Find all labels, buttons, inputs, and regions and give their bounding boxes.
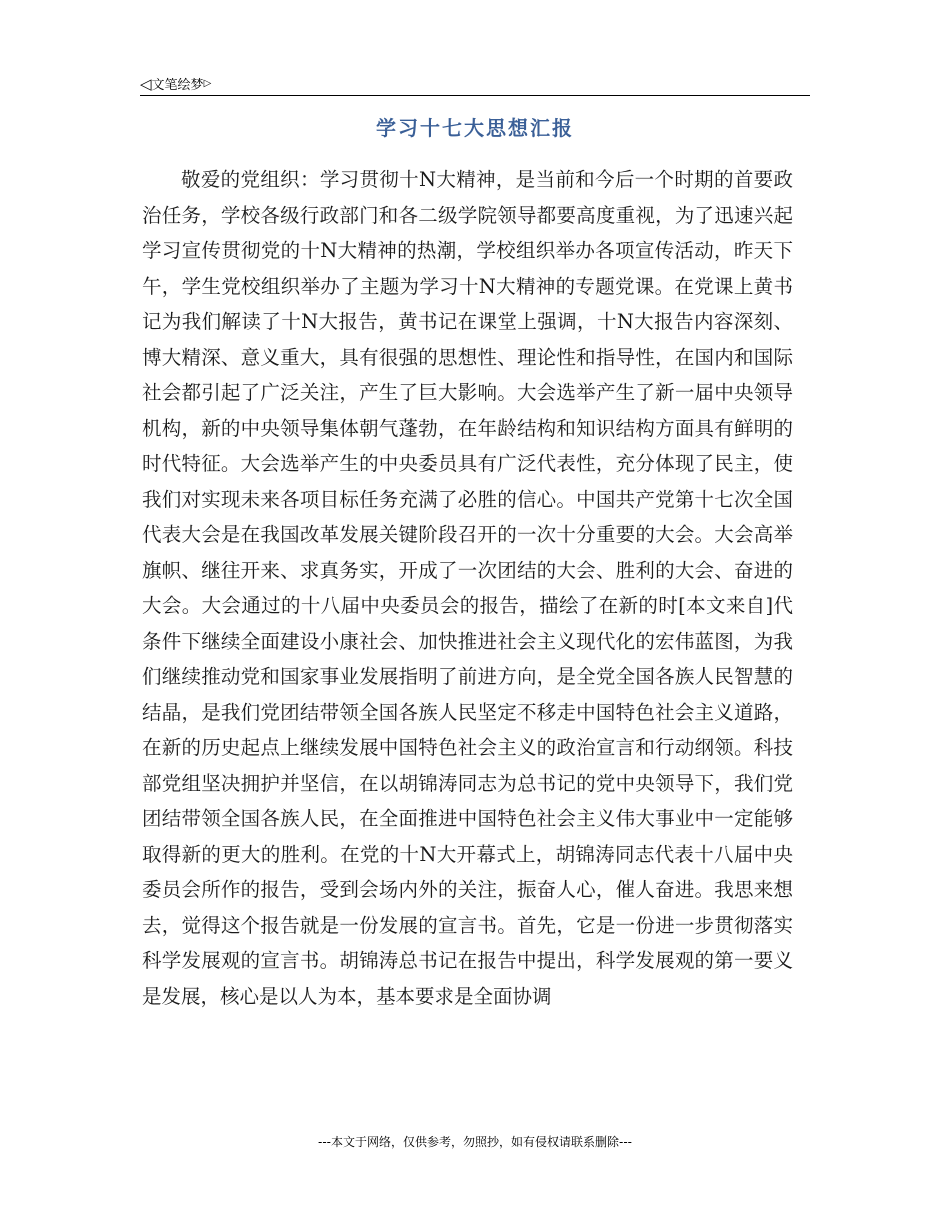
- document-body-paragraph: 敬爱的党组织：学习贯彻十N大精神，是当前和今后一个时期的首要政治任务，学校各级行政部门和各二级学院领导都要高度重视，为了迅速兴起学习宣传贯彻党的十N大精神的热潮，学校组织举办各项宣传活动，昨天下午，学生党校组织举办了主题为学习十N大精神的专题党课。在党课上黄书记为我们解读了十N大报告，黄书记在课堂上强调，十N大报告内容深刻、博大精深、意义重大，具有很强的思想性、理论性和指导性，在国内和国际社会都引起了广泛关注，产生了巨大影响。大会选举产生了新一届中央领导机构，新的中央领导集体朝气蓬勃，在年龄结构和知识结构方面具有鲜明的时代特征。大会选举产生的中央委员具有广泛代表性，充分体现了民主，使我们对实现未来各项目标任务充满了必胜的信心。中国共产党第十七次全国代表大会是在我国改革发展关键阶段召开的一次十分重要的大会。大会高举旗帜、继往开来、求真务实，开成了一次团结的大会、胜利的大会、奋进的大会。大会通过的十八届中央委员会的报告，描绘了在新的时[本文来自]代条件下继续全面建设小康社会、加快推进社会主义现代化的宏伟蓝图，为我们继续推动党和国家事业发展指明了前进方向，是全党全国各族人民智慧的结晶，是我们党团结带领全国各族人民坚定不移走中国特色社会主义道路，在新的历史起点上继续发展中国特色社会主义的政治宣言和行动纲领。科技部党组坚决拥护并坚信，在以胡锦涛同志为总书记的党中央领导下，我们党团结带领全国各族人民，在全面推进中国特色社会主义伟大事业中一定能够取得新的更大的胜利。在党的十N大开幕式上，胡锦涛同志代表十八届中央委员会所作的报告，受到会场内外的关注，振奋人心，催人奋进。我思来想去，觉得这个报告就是一份发展的宣言书。首先，它是一份进一步贯彻落实科学发展观的宣言书。胡锦涛总书记在报告中提出，科学发展观的第一要义是发展，核心是以人为本，基本要求是全面协调: [142, 168, 793, 1008]
- header-brand-text: 文笔绘梦: [151, 78, 204, 93]
- header-brand-mark: [140, 75, 211, 95]
- page-header: [140, 73, 810, 96]
- right-triangle-icon: ▷: [203, 78, 212, 89]
- page-footer-disclaimer: ---本文于网络，仅供参考，勿照抄，如有侵权请联系删除---: [318, 1135, 632, 1149]
- left-triangle-icon: ◁: [140, 75, 152, 93]
- document-title: 学习十七大思想汇报: [376, 116, 574, 140]
